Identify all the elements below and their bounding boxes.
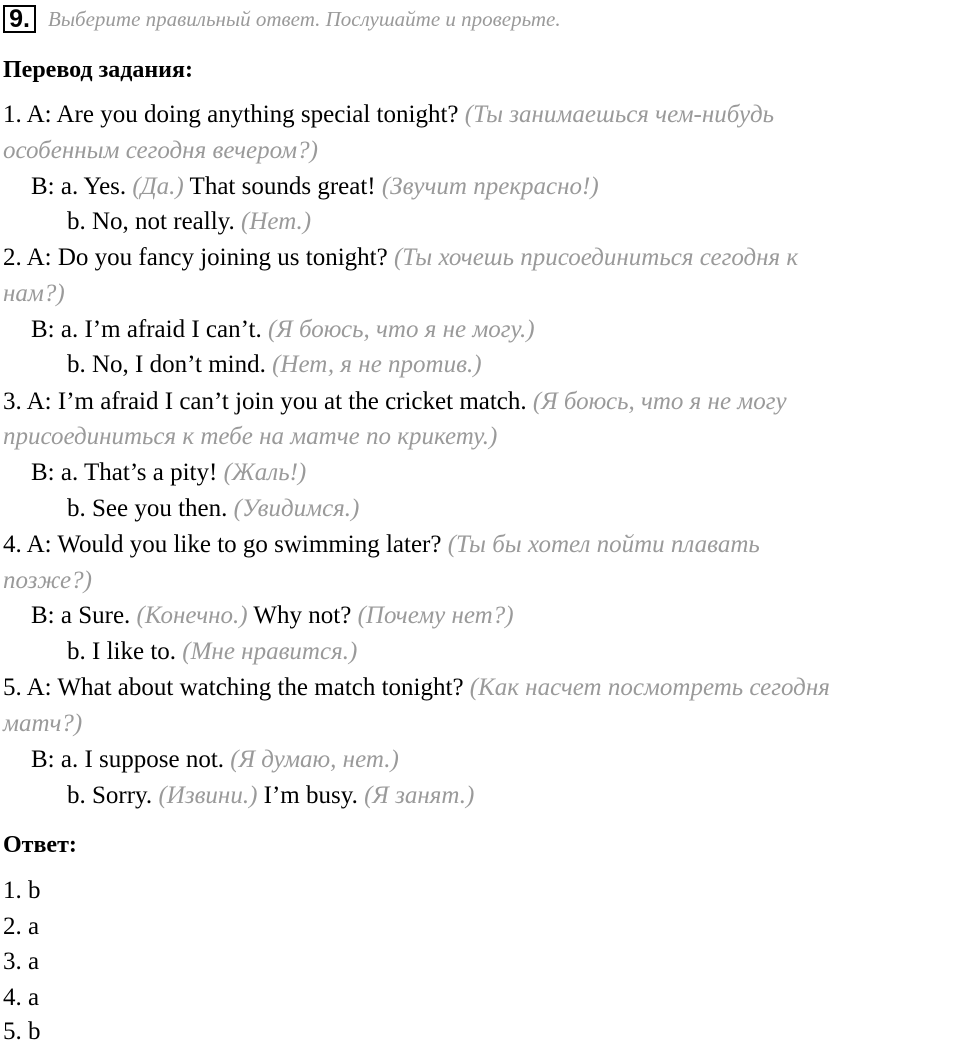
item-1-option-a <box>31 172 599 202</box>
item-2-question-translation: (Ты хочешь присоединиться сегодня к <box>393 244 799 271</box>
answer-5: 5. b <box>3 1018 41 1045</box>
item-5-option-a <box>31 745 399 775</box>
item-3-option-b <box>67 494 359 524</box>
answer-2: 2. a <box>3 913 40 940</box>
item-4-option-a-text-2: Why not? <box>253 602 352 629</box>
item-5-option-b-text-2: I’m busy. <box>263 782 358 809</box>
item-2-question-line <box>3 243 798 273</box>
item-3-question-translation-cont: присоединиться к тебе на матче по крикету.) <box>3 423 498 450</box>
item-2-option-a <box>31 315 535 345</box>
answer-3: 3. a <box>3 948 40 975</box>
item-5-option-b <box>67 781 474 811</box>
item-1-option-a-text: B: a. Yes. <box>31 173 127 200</box>
item-3-option-a <box>31 458 306 488</box>
item-1-question-translation: (Ты занимаешься чем-нибудь <box>464 101 775 128</box>
translation-heading: Перевод задания: <box>3 57 193 83</box>
item-1-option-b-translation: (Нет.) <box>241 208 312 235</box>
item-1-question-line <box>3 100 774 130</box>
item-4-option-b-text: b. I like to. <box>67 638 177 665</box>
item-1-option-a-translation: (Да.) <box>132 173 184 200</box>
item-2-option-b-text: b. No, I don’t mind. <box>67 351 266 378</box>
item-4-option-a-text: B: a Sure. <box>31 602 131 629</box>
item-5-option-b-translation-2: (Я занят.) <box>364 782 475 809</box>
item-2-question: 2. A: Do you fancy joining us tonight? <box>3 244 388 271</box>
item-2-option-a-translation: (Я боюсь, что я не могу.) <box>267 316 535 343</box>
item-3-option-a-translation: (Жаль!) <box>223 459 307 486</box>
answer-4: 4. a <box>3 984 40 1011</box>
item-2-question-translation-cont: нам?) <box>3 280 65 307</box>
item-5-question-line <box>3 673 830 703</box>
item-1-option-b-text: b. No, not really. <box>67 208 235 235</box>
item-4-option-b <box>67 637 357 667</box>
item-2-option-b-translation: (Нет, я не против.) <box>272 351 482 378</box>
item-2-option-b <box>67 350 482 380</box>
item-3-option-b-translation: (Увидимся.) <box>233 495 360 522</box>
answer-1: 1. b <box>3 877 41 904</box>
item-5-question-translation: (Как насчет посмотреть сегодня <box>469 674 830 701</box>
answer-heading: Ответ: <box>3 832 77 858</box>
item-5-option-b-text: b. Sorry. <box>67 782 153 809</box>
exercise-instruction: Выберите правильный ответ. Послушайте и проверьте. <box>48 7 561 31</box>
item-4-option-a-translation-2: (Почему нет?) <box>357 602 514 629</box>
item-5-option-b-translation: (Извини.) <box>158 782 258 809</box>
item-4-question-translation-cont: позже?) <box>3 567 92 594</box>
item-4-question-line <box>3 530 760 560</box>
item-1-question: 1. A: Are you doing anything special tonight? <box>3 101 459 128</box>
item-4-option-a <box>31 601 514 631</box>
item-4-question-translation: (Ты бы хотел пойти плавать <box>447 531 760 558</box>
item-1-option-a-translation-2: (Звучит прекрасно!) <box>381 173 599 200</box>
item-3-option-a-text: B: a. That’s a pity! <box>31 459 218 486</box>
item-3-question-line <box>3 387 787 417</box>
exercise-number-box: 9. <box>3 5 36 33</box>
item-3-option-b-text: b. See you then. <box>67 495 228 522</box>
item-1-option-b <box>67 207 311 237</box>
item-2-option-a-text: B: a. I’m afraid I can’t. <box>31 316 262 343</box>
item-1-option-a-text-2: That sounds great! <box>189 173 376 200</box>
item-3-question: 3. A: I’m afraid I can’t join you at the cricket match. <box>3 388 527 415</box>
item-5-option-a-text: B: a. I suppose not. <box>31 746 225 773</box>
item-1-question-translation-cont: особенным сегодня вечером?) <box>3 137 318 164</box>
item-4-option-b-translation: (Мне нравится.) <box>182 638 358 665</box>
item-5-question-translation-cont: матч?) <box>3 710 83 737</box>
item-5-question: 5. A: What about watching the match tonight? <box>3 674 464 701</box>
item-4-option-a-translation: (Конечно.) <box>136 602 248 629</box>
item-4-question: 4. A: Would you like to go swimming later? <box>3 531 442 558</box>
item-5-option-a-translation: (Я думаю, нет.) <box>230 746 399 773</box>
item-3-question-translation: (Я боюсь, что я не могу <box>532 388 787 415</box>
